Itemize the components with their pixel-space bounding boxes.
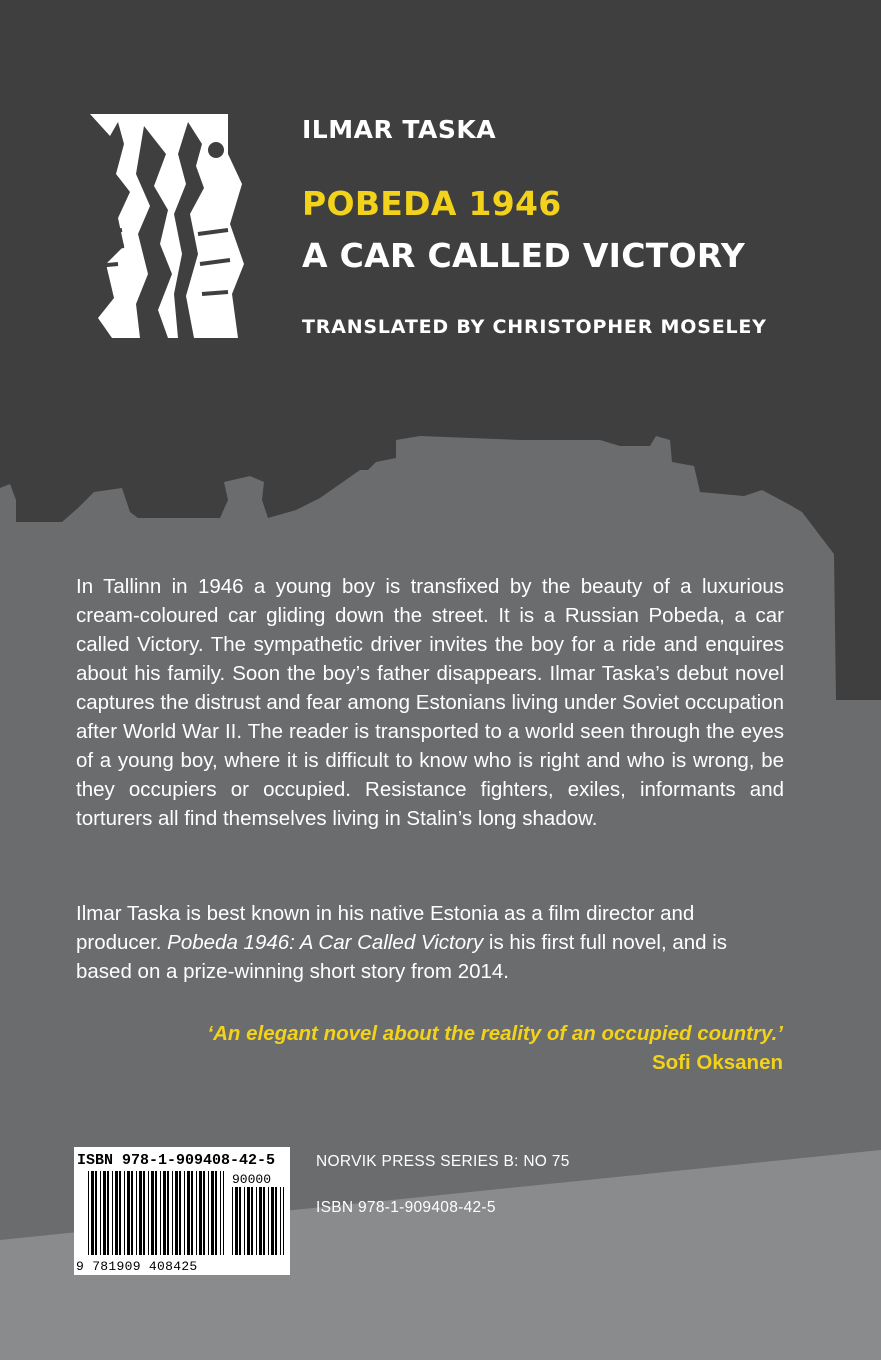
book-description: In Tallinn in 1946 a young boy is transfixed by the beauty of a luxurious cream-coloured car gliding down the street. It is a Russian Pobeda, a car called Victory. The sympathetic driver invites the boy for a ride and enquires about his family. Soon the boy’s father disappears. Ilmar Taska’s debut novel captures the distrust and fear among Estonians living under Soviet occupation after World War II. The reader is transported to a world seen through the eyes of a young boy, where it is difficult to know who is right and who is wrong, be they occupiers or occupied. Resistance fighters, exiles, informants and torturers all find themselves living in Stalin’s long shadow. [76, 575, 784, 830]
author-name: ILMAR TASKA [302, 115, 497, 144]
barcode-bar [191, 1171, 193, 1255]
barcode-bar [280, 1187, 281, 1255]
barcode-bar [115, 1171, 118, 1255]
barcode-bar [223, 1171, 224, 1255]
barcode-bar [175, 1171, 178, 1255]
barcode-bar [148, 1171, 149, 1255]
barcode-bar [196, 1171, 197, 1255]
barcode-bar [131, 1171, 133, 1255]
barcode-bar [263, 1187, 265, 1255]
barcode-bar [199, 1171, 202, 1255]
barcode-bar [211, 1171, 214, 1255]
author-bio [76, 899, 784, 986]
barcode-bar [136, 1171, 137, 1255]
barcode-bar [244, 1187, 245, 1255]
barcode-bar [88, 1171, 89, 1255]
isbn-barcode [74, 1147, 290, 1275]
barcode-bar [127, 1171, 130, 1255]
quote-attribution: Sofi Oksanen [651, 1051, 783, 1074]
barcode-bar [271, 1187, 274, 1255]
barcode-bar [203, 1171, 205, 1255]
barcode-bar [283, 1187, 284, 1255]
barcode-bar [143, 1171, 145, 1255]
barcode-bar [103, 1171, 106, 1255]
barcode-bar [208, 1171, 209, 1255]
review-quote [103, 1019, 783, 1077]
barcode-bar [100, 1171, 101, 1255]
barcode-bar [256, 1187, 257, 1255]
barcode-bar [179, 1171, 181, 1255]
author-bio-text-2: is his first full novel, and is based on a prize-winning short story from 2014. [76, 931, 728, 983]
barcode-bar [251, 1187, 253, 1255]
barcode-bar [259, 1187, 262, 1255]
barcode-bar [167, 1171, 169, 1255]
barcode-bar [112, 1171, 113, 1255]
barcode-bar [151, 1171, 154, 1255]
author-bio-text-1: Ilmar Taska is best known in his native Estonia as a film director and producer. [76, 902, 695, 954]
translator-credit: TRANSLATED BY CHRISTOPHER MOSELEY [302, 316, 767, 338]
barcode-bar [247, 1187, 250, 1255]
barcode-bar [215, 1171, 217, 1255]
barcode-bar [91, 1171, 94, 1255]
barcode-bar [139, 1171, 142, 1255]
barcode-bar [119, 1171, 121, 1255]
quote-text: ‘An elegant novel about the reality of an occupied country.’ [207, 1022, 783, 1045]
barcode-bar [275, 1187, 277, 1255]
barcode-bars-addon [232, 1187, 284, 1255]
barcode-isbn-label: ISBN 978-1-909408-42-5 [77, 1152, 276, 1169]
barcode-bar [184, 1171, 185, 1255]
barcode-bars-main [88, 1171, 224, 1255]
barcode-bar [95, 1171, 97, 1255]
barcode-bar [155, 1171, 157, 1255]
barcode-bar [239, 1187, 241, 1255]
book-subtitle: A CAR CALLED VICTORY [302, 236, 746, 275]
barcode-bar [268, 1187, 269, 1255]
book-title: POBEDA 1946 [302, 184, 562, 223]
barcode-number: 9 781909 408425 [76, 1259, 198, 1274]
barcode-bar [107, 1171, 109, 1255]
barcode-bar [220, 1171, 221, 1255]
barcode-bar [187, 1171, 190, 1255]
barcode-price-code: 90000 [232, 1172, 272, 1187]
medieval-figures-logo [78, 114, 252, 338]
barcode-bar [232, 1187, 233, 1255]
barcode-bar [235, 1187, 238, 1255]
isbn-text: ISBN 978-1-909408-42-5 [316, 1199, 496, 1216]
series-info: NORVIK PRESS SERIES B: NO 75 [316, 1153, 570, 1170]
barcode-bar [124, 1171, 125, 1255]
barcode-bar [163, 1171, 166, 1255]
author-bio-book-title: Pobeda 1946: A Car Called Victory [167, 931, 484, 954]
barcode-bar [172, 1171, 173, 1255]
barcode-bar [160, 1171, 161, 1255]
